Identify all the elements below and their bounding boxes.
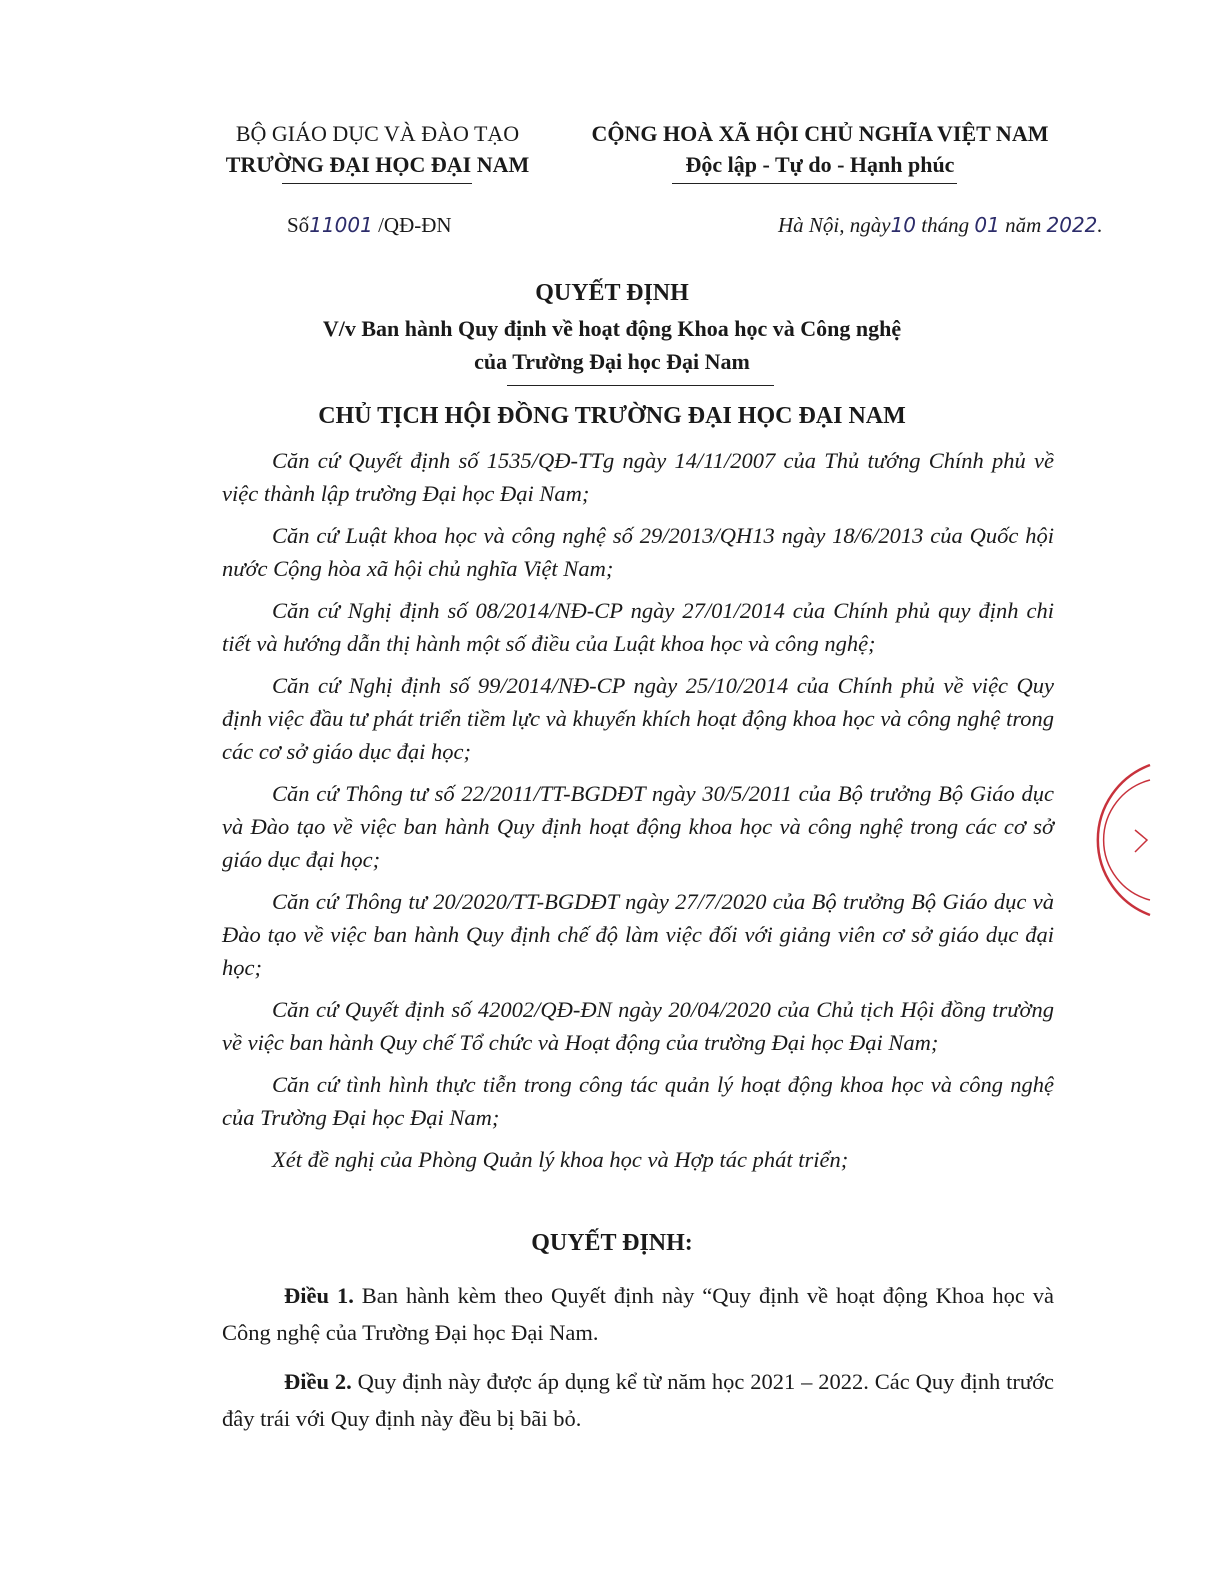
document-title: QUYẾT ĐỊNH [535, 280, 689, 306]
reference-suffix: /QĐ-ĐN [378, 213, 452, 237]
university-name: TRƯỜNG ĐẠI HỌC ĐẠI NAM [225, 152, 530, 177]
legal-basis-item: Căn cứ Nghị định số 99/2014/NĐ-CP ngày 25/10/2014 của Chính phủ về việc Quy định việc đầu tư phát triển tiềm lực và khuyến khích hoạt động khoa học và công nghệ trong các cơ sở giáo dục đại học; [222, 673, 1054, 764]
legal-basis-item: Căn cứ tình hình thực tiễn trong công tác quản lý hoạt động khoa học và công nghệ của Trường Đại học Đại Nam; [222, 1072, 1054, 1130]
article-2 [222, 1363, 1054, 1437]
reference-prefix: Số [287, 213, 310, 237]
legal-basis-item: Căn cứ Quyết định số 1535/QĐ-TTg ngày 14/11/2007 của Thủ tướng Chính phủ về việc thành lập trường Đại học Đại Nam; [222, 448, 1054, 506]
issue-date: Hà Nội, ngày10 tháng 01 năm 2022. [778, 213, 1103, 237]
legal-basis-item: Căn cứ Nghị định số 08/2014/NĐ-CP ngày 27/01/2014 của Chính phủ quy định chi tiết và hướng dẫn thị hành một số điều của Luật khoa học và công nghệ; [222, 598, 1054, 656]
reference-number-handwritten: 11001 [309, 213, 373, 237]
country-name: CỘNG HOÀ XÃ HỘI CHỦ NGHĨA VIỆT NAM [591, 121, 1049, 146]
document-subtitle-line2: của Trường Đại học Đại Nam [474, 349, 750, 374]
motto-underline [672, 183, 957, 184]
articles [222, 1277, 1054, 1449]
date-year-handwritten: 2022 [1046, 213, 1098, 237]
issuing-authority: CHỦ TỊCH HỘI ĐỒNG TRƯỜNG ĐẠI HỌC ĐẠI NAM [318, 403, 906, 429]
article-1 [222, 1277, 1054, 1351]
national-motto-block [565, 118, 1075, 180]
article-text: Ban hành kèm theo Quyết định này “Quy định về hoạt động Khoa học và Công nghệ của Trường Đại học Đại Nam. [222, 1283, 1055, 1345]
issuer-underline [282, 183, 472, 184]
article-text: Quy định này được áp dụng kể từ năm học 2021 – 2022. Các Quy định trước đây trái với Quy định này đều bị bãi bỏ. [222, 1369, 1055, 1431]
date-month-label: tháng [921, 213, 970, 237]
date-year-label: năm [1005, 213, 1042, 237]
issuer-block [200, 118, 555, 180]
article-label: Điều 1. [284, 1283, 354, 1308]
date-place: Hà Nội, ngày [778, 213, 891, 237]
ministry-name: BỘ GIÁO DỤC VÀ ĐÀO TẠO [235, 121, 520, 146]
document-subtitle-line1: V/v Ban hành Quy định về hoạt động Khoa học và Công nghệ [322, 316, 902, 341]
legal-basis-item: Căn cứ Luật khoa học và công nghệ số 29/2013/QH13 ngày 18/6/2013 của Quốc hội nước Cộng hòa xã hội chủ nghĩa Việt Nam; [222, 523, 1054, 581]
legal-bases [222, 444, 1054, 1185]
legal-basis-item: Căn cứ Quyết định số 42002/QĐ-ĐN ngày 20/04/2020 của Chủ tịch Hội đồng trường về việc ban hành Quy chế Tổ chức và Hoạt động của trường Đại học Đại Nam; [222, 997, 1054, 1055]
legal-basis-item: Căn cứ Thông tư số 22/2011/TT-BGDĐT ngày 30/5/2011 của Bộ trưởng Bộ Giáo dục và Đào tạo về việc ban hành Quy định hoạt động khoa học và công nghệ trong các cơ sở giáo dục đại học; [222, 781, 1054, 872]
motto: Độc lập - Tự do - Hạnh phúc [685, 152, 955, 177]
legal-basis-item: Xét đề nghị của Phòng Quản lý khoa học và Hợp tác phát triển; [272, 1147, 849, 1172]
red-seal-stamp-icon [1095, 760, 1155, 920]
document-header [0, 118, 1224, 188]
article-label: Điều 2. [284, 1369, 352, 1394]
date-month-handwritten: 01 [974, 213, 1000, 237]
decision-heading: QUYẾT ĐỊNH: [531, 1230, 693, 1256]
legal-basis-item: Căn cứ Thông tư 20/2020/TT-BGDĐT ngày 27/7/2020 của Bộ trưởng Bộ Giáo dục và Đào tạo về việc ban hành Quy định chế độ làm việc đối với giảng viên cơ sở giáo dục đại học; [222, 889, 1054, 980]
date-day-handwritten: 10 [890, 213, 917, 237]
title-underline [507, 385, 774, 386]
reference-number [287, 213, 452, 238]
